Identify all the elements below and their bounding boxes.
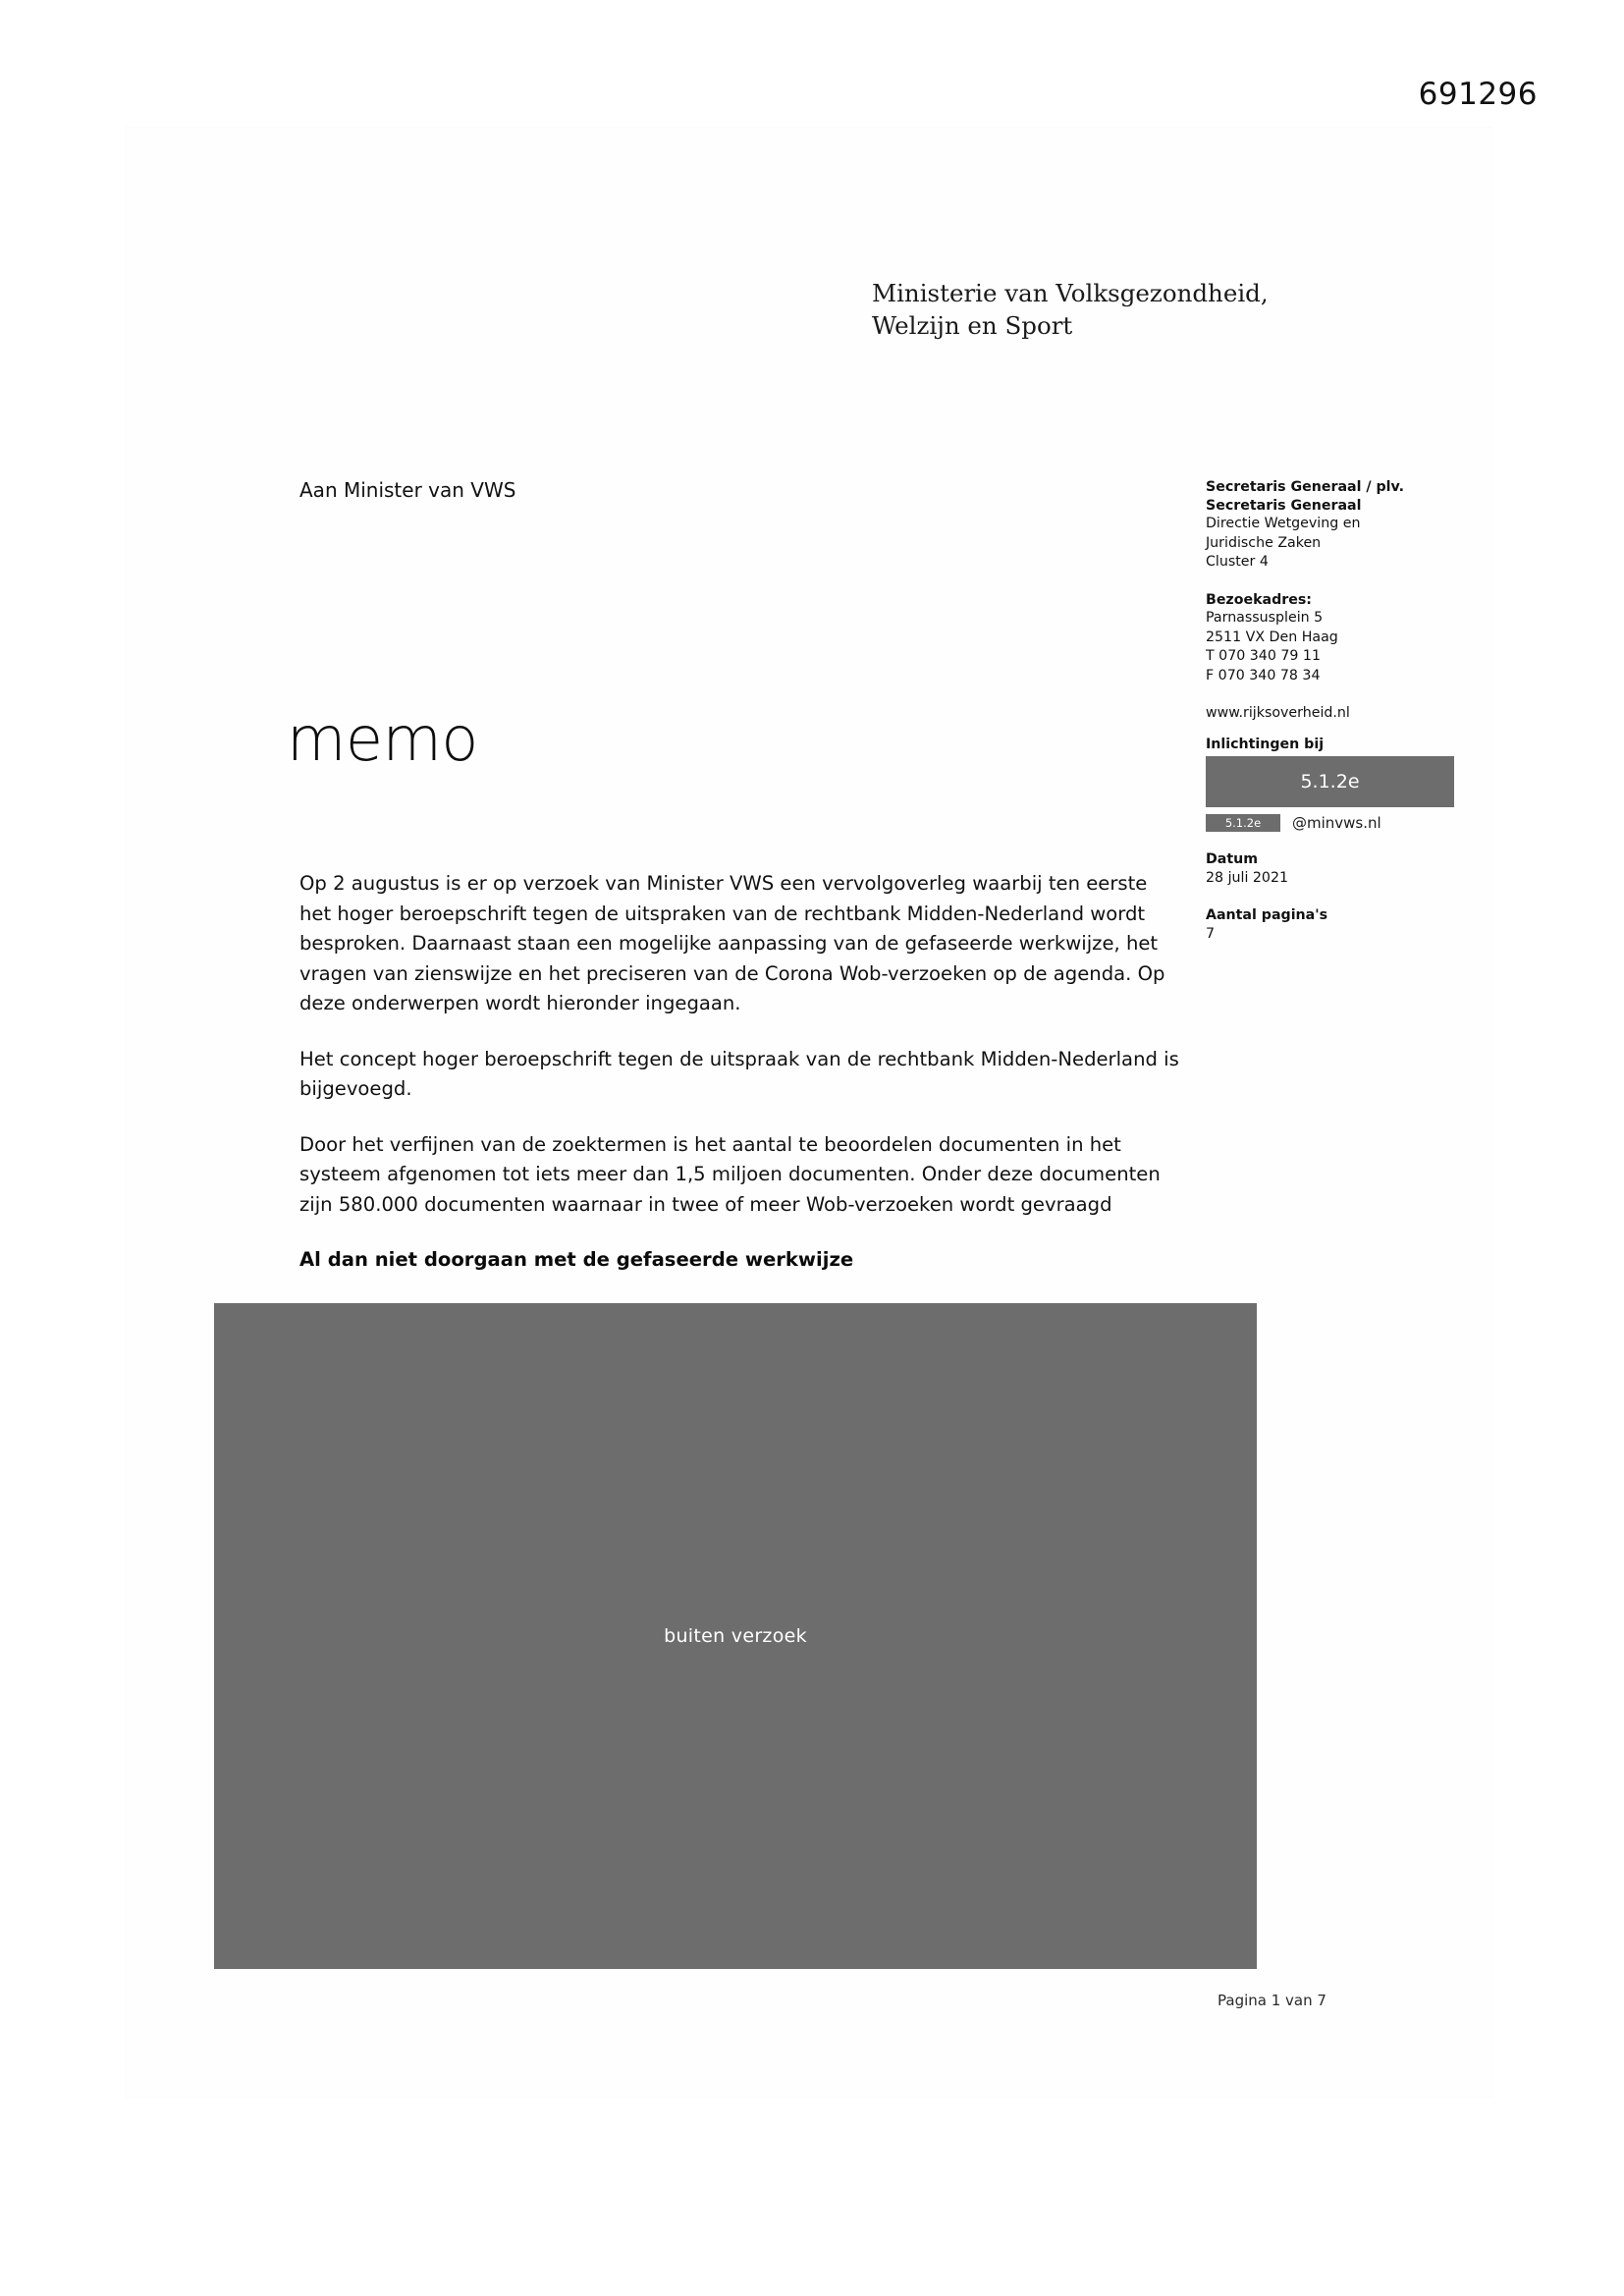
memo-body [299, 869, 1183, 1275]
sidebar-contact-block [1206, 736, 1451, 833]
visiting-address-city: 2511 VX Den Haag [1206, 629, 1338, 645]
visiting-address-street: Parnassusplein 5 [1206, 610, 1324, 626]
page-count-value: 7 [1206, 925, 1216, 942]
department-title-line-2: Secretaris Generaal [1206, 497, 1362, 514]
sidebar-meta-panel [1206, 478, 1451, 962]
addressee-line: Aan Minister van VWS [299, 478, 516, 502]
page-footer: Pagina 1 van 7 [1218, 1992, 1326, 2009]
visiting-address-fax: F 070 340 78 34 [1206, 667, 1321, 683]
body-paragraph-2: Het concept hoger beroepschrift tegen de uitspraak van de rechtbank Midden-Nederland is bijgevoegd. [299, 1047, 1179, 1100]
contact-email-row [1206, 814, 1451, 832]
ministry-logotype [872, 277, 1269, 342]
sidebar-department-block [1206, 478, 1451, 573]
visiting-address-phone: T 070 340 79 11 [1206, 648, 1321, 664]
body-paragraph-3: Door het verfijnen van de zoektermen is het aantal te beoordelen documenten in het systeem afgenomen tot iets meer dan 1,5 miljoen documenten. Onder deze documenten zijn 580.000 documenten waarnaar in twee of meer Wob-verzoeken wordt gevraagd [299, 1132, 1161, 1216]
department-cluster: Cluster 4 [1206, 554, 1269, 570]
department-line-2: Juridische Zaken [1206, 534, 1322, 551]
contact-title: Inlichtingen bij [1206, 736, 1325, 752]
section-heading-gefaseerde-werkwijze: Al dan niet doorgaan met de gefaseerde werkwijze [299, 1248, 854, 1271]
sidebar-page-count-block [1206, 906, 1451, 944]
sidebar-visiting-address-block [1206, 591, 1451, 686]
ministry-name-line-2: Welzijn en Sport [872, 311, 1073, 340]
redaction-block-main-content [214, 1303, 1257, 1969]
ministry-name-line-1: Ministerie van Volksgezondheid, [872, 279, 1269, 307]
body-paragraph-1: Op 2 augustus is er op verzoek van Minister VWS een vervolgoverleg waarbij ten eerste het hoger beroepschrift tegen de uitspraken van de rechtbank Midden-Nederland wordt besproken. Daarnaast staan een mogelijke aanpassing van de gefaseerde werkwijze, het vragen van zienswijze en het preciseren van de Corona Wob-verzoeken op de agenda. Op deze onderwerpen wordt hieronder ingegaan. [299, 872, 1165, 1014]
document-number: 691296 [1418, 77, 1538, 112]
sidebar-date-block [1206, 850, 1451, 888]
date-value: 28 juli 2021 [1206, 869, 1288, 886]
department-title-line-1: Secretaris Generaal / plv. [1206, 479, 1405, 495]
page-title: memo [287, 703, 478, 775]
department-line-1: Directie Wetgeving en [1206, 516, 1361, 531]
redaction-code-contact: 5.1.2e [1300, 771, 1360, 793]
website-link[interactable]: www.rijksoverheid.nl [1206, 705, 1350, 721]
redaction-box-contact-name [1206, 756, 1454, 807]
date-title: Datum [1206, 851, 1259, 867]
page-count-title: Aantal pagina's [1206, 907, 1328, 923]
visiting-address-title: Bezoekadres: [1206, 591, 1312, 608]
redaction-block-label: buiten verzoek [664, 1625, 807, 1647]
email-domain: @minvws.nl [1292, 814, 1381, 832]
redaction-code-email: 5.1.2e [1224, 816, 1262, 830]
redaction-box-email-local [1206, 814, 1280, 832]
